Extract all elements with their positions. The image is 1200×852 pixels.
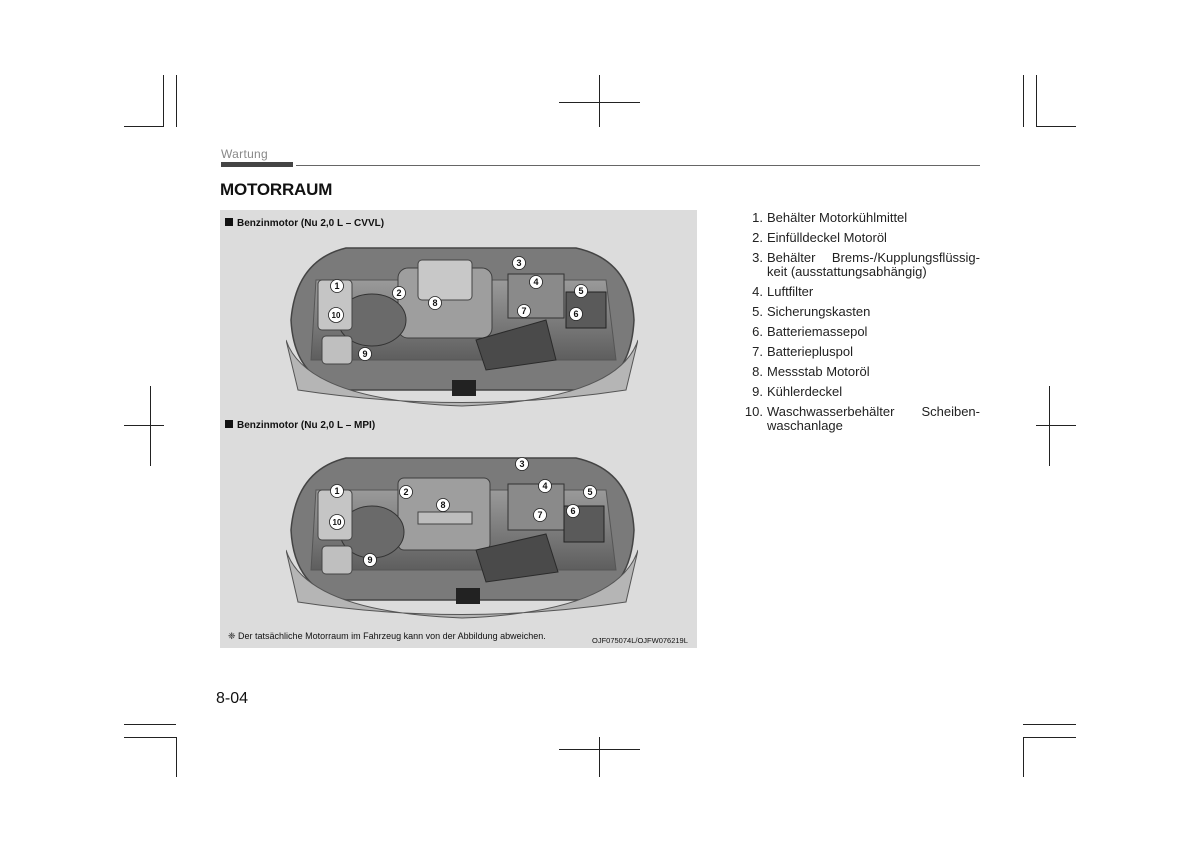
crop-mark [176,75,177,127]
list-item: 8. Messstab Motoröl [752,364,870,379]
section-label: Wartung [221,147,269,161]
crop-mark [1036,126,1076,127]
figure-footnote: ❈ Der tatsächliche Motorraum im Fahrzeug kann von der Abbildung abweichen. [228,631,546,641]
section-bar [221,162,293,167]
callout-7: 7 [521,306,527,316]
callout-4: 4 [533,277,539,287]
crop-mark [599,75,600,127]
callout-5: 5 [578,286,584,296]
crop-mark [124,126,164,127]
figure-code: OJF075074L/OJFW076219L [592,636,688,645]
page-number: 8-04 [216,690,249,707]
list-item: 7. Batteriepluspol [752,344,853,359]
crop-mark [1049,386,1050,466]
list-item: 4. Luftfilter [752,284,814,299]
crop-mark [1036,75,1037,127]
list-item: 2. Einfülldeckel Motoröl [752,230,887,245]
crop-mark [1023,737,1024,777]
list-item: 1. Behälter Motorkühlmittel [752,210,908,225]
crop-mark [163,75,164,127]
engine-illustration-cvvl [286,240,638,408]
callout-5: 5 [587,487,593,497]
square-bullet-icon [225,218,233,226]
parts-list [740,211,980,439]
engine-illustration-mpi [286,450,638,620]
crop-mark [124,724,176,725]
crop-mark [599,737,600,777]
callout-6: 6 [570,506,576,516]
callout-3: 3 [516,258,522,268]
callout-8: 8 [432,298,438,308]
section-rule [296,165,980,166]
callout-9: 9 [362,349,368,359]
figure-caption-cvvl: Benzinmotor (Nu 2,0 L – CVVL) [225,218,384,229]
callout-6: 6 [573,309,579,319]
callout-4: 4 [542,481,548,491]
list-item: 3. Behälter Brems-/Kupplungsflüssig-keit (ausstattungsabhängig) [752,250,980,279]
list-item: 5. Sicherungskasten [752,304,871,319]
crop-mark [1023,724,1076,725]
callout-1: 1 [334,281,340,291]
square-bullet-icon [225,420,233,428]
callout-10: 10 [332,518,342,527]
callout-10: 10 [331,311,341,320]
crop-mark [150,386,151,466]
callout-9: 9 [367,555,373,565]
crop-mark [176,737,177,777]
callout-2: 2 [396,288,402,298]
callout-7: 7 [537,510,543,520]
crop-mark [124,425,164,426]
list-item: 9. Kühlerdeckel [752,384,843,399]
crop-mark [1023,75,1024,127]
callout-8: 8 [440,500,446,510]
list-item: 6. Batteriemassepol [752,324,868,339]
callout-2: 2 [403,487,409,497]
callout-3: 3 [519,459,525,469]
crop-mark [1023,737,1076,738]
page-title: MOTORRAUM [220,180,333,199]
list-item: 10. Waschwasserbehälter Scheiben-waschanlage [744,404,980,433]
callout-1: 1 [334,486,340,496]
crop-mark [1036,425,1076,426]
figure-caption-mpi: Benzinmotor (Nu 2,0 L – MPI) [225,420,375,431]
crop-mark [124,737,176,738]
